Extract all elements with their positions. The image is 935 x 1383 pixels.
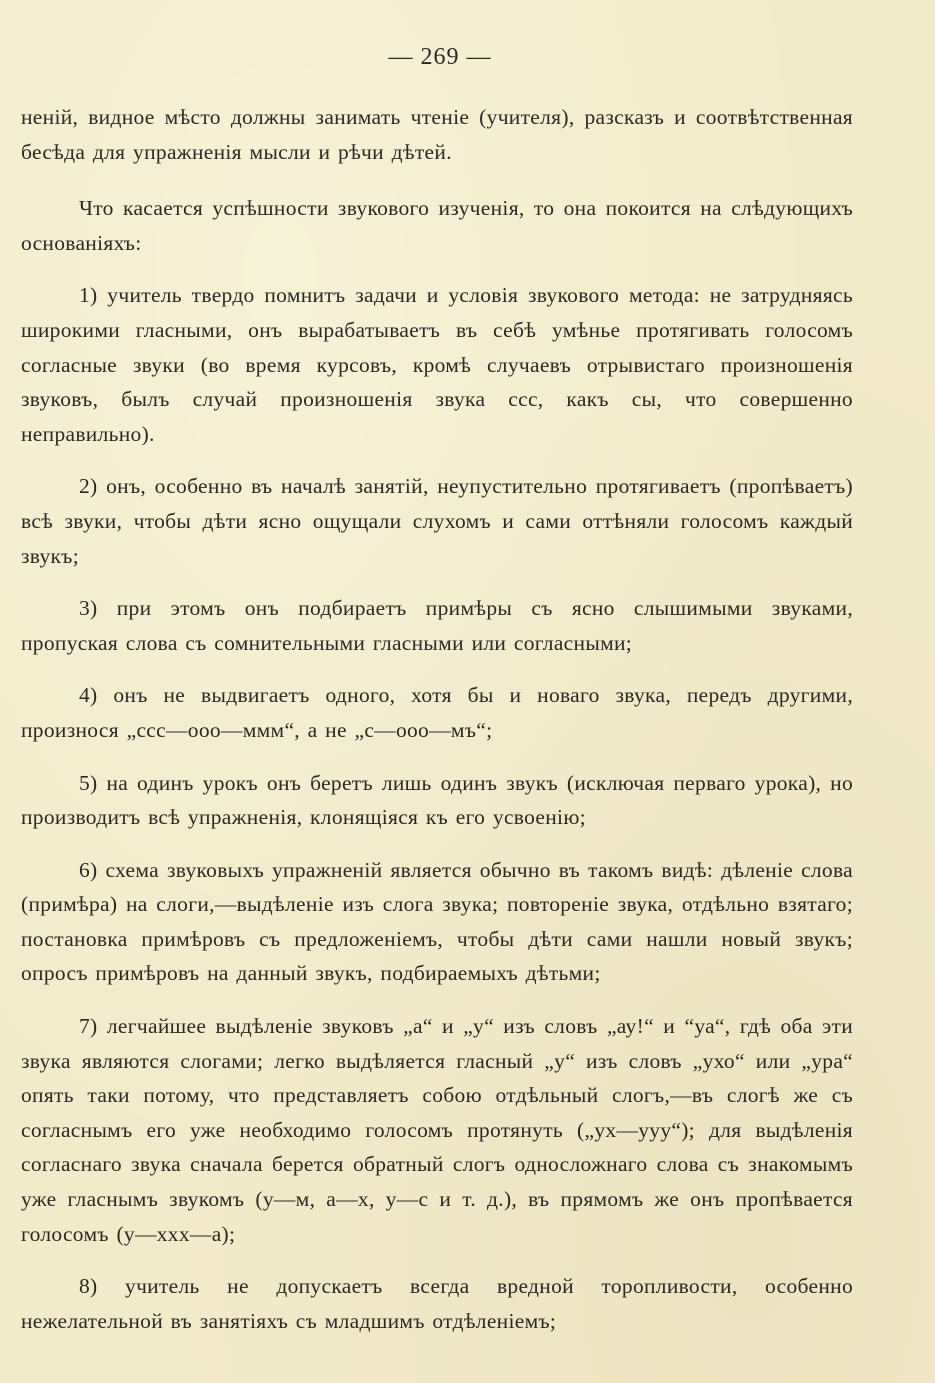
paragraph-item-2: 2) онъ, особенно въ началѣ занятій, неупустительно протягиваетъ (пропѣваетъ) всѣ звуки, чтобы дѣти ясно ощущали слухомъ и сами оттѣняли голосомъ каждый звукъ;: [21, 474, 853, 568]
page-number: — 269 —: [388, 44, 492, 70]
paragraph-item-3: 3) при этомъ онъ подбираетъ примѣры съ ясно слышимыми звуками, пропуская слова съ сомнительными гласными или согласными;: [21, 596, 853, 655]
paragraph-item-5: 5) на одинъ урокъ онъ беретъ лишь одинъ звукъ (исключая перваго урока), но производитъ всѣ упражненія, клонящіяся къ его усвоенію;: [21, 770, 853, 830]
paragraph-intro: Что касается успѣшности звукового изученія, то она покоится на слѣдующихъ основаніяхъ:: [21, 196, 853, 255]
paragraph-item-1: 1) учитель твердо помнитъ задачи и условія звукового метода: не затрудняясь широкими гласными, онъ вырабатываетъ въ себѣ умѣнье протягивать голосомъ согласные звуки (во время курсовъ, кромѣ случаевъ отрывистаго произношенія звуковъ, былъ случай произношенія звука ссс, какъ сы, что совершенно неправильно).: [21, 283, 853, 446]
paragraph-continuation: неній, видное мѣсто должны занимать чтеніе (учителя), разсказъ и соотвѣтственная бесѣда для упражненія мысли и рѣчи дѣтей.: [21, 105, 853, 164]
paragraph-item-6: 6) схема звуковыхъ упражненій является обычно въ такомъ видѣ: дѣленіе слова (примѣра) на слоги,—выдѣленіе изъ слога звука; повтореніе звука, отдѣльно взятаго; постановка примѣровъ съ предложеніемъ, чтобы дѣти сами нашли новый звукъ; опросъ примѣровъ на данный звукъ, подбираемыхъ дѣтьми;: [21, 857, 853, 986]
body-text: [21, 100, 853, 1356]
paragraph-item-8: 8) учитель не допускаетъ всегда вредной торопливости, особенно нежелательной въ занятіяхъ съ младшимъ отдѣленіемъ;: [21, 1274, 853, 1333]
paragraph-item-4: 4) онъ не выдвигаетъ одного, хотя бы и новаго звука, передъ другими, произнося „ссс—ооо—ммм“, а не „с—ооо—мъ“;: [21, 683, 853, 742]
paragraph-item-7: 7) легчайшее выдѣленіе звуковъ „а“ и „у“ изъ словъ „ау!“ и “уа“, гдѣ оба эти звука являются слогами; легко выдѣляется гласный „у“ изъ словъ „ухо“ или „ура“ опять таки потому, что представляетъ собою отдѣльный слогъ,—въ слогѣ же съ согласнымъ его уже необходимо голосомъ протянуть („ух—ууу“); для выдѣленія согласнаго звука сначала берется обратный слогъ односложнаго слова съ знакомымъ уже гласнымъ звукомъ (у—м, а—х, у—с и т. д.), въ прямомъ же онъ пропѣвается голосомъ (у—ххх—а);: [21, 1014, 853, 1246]
